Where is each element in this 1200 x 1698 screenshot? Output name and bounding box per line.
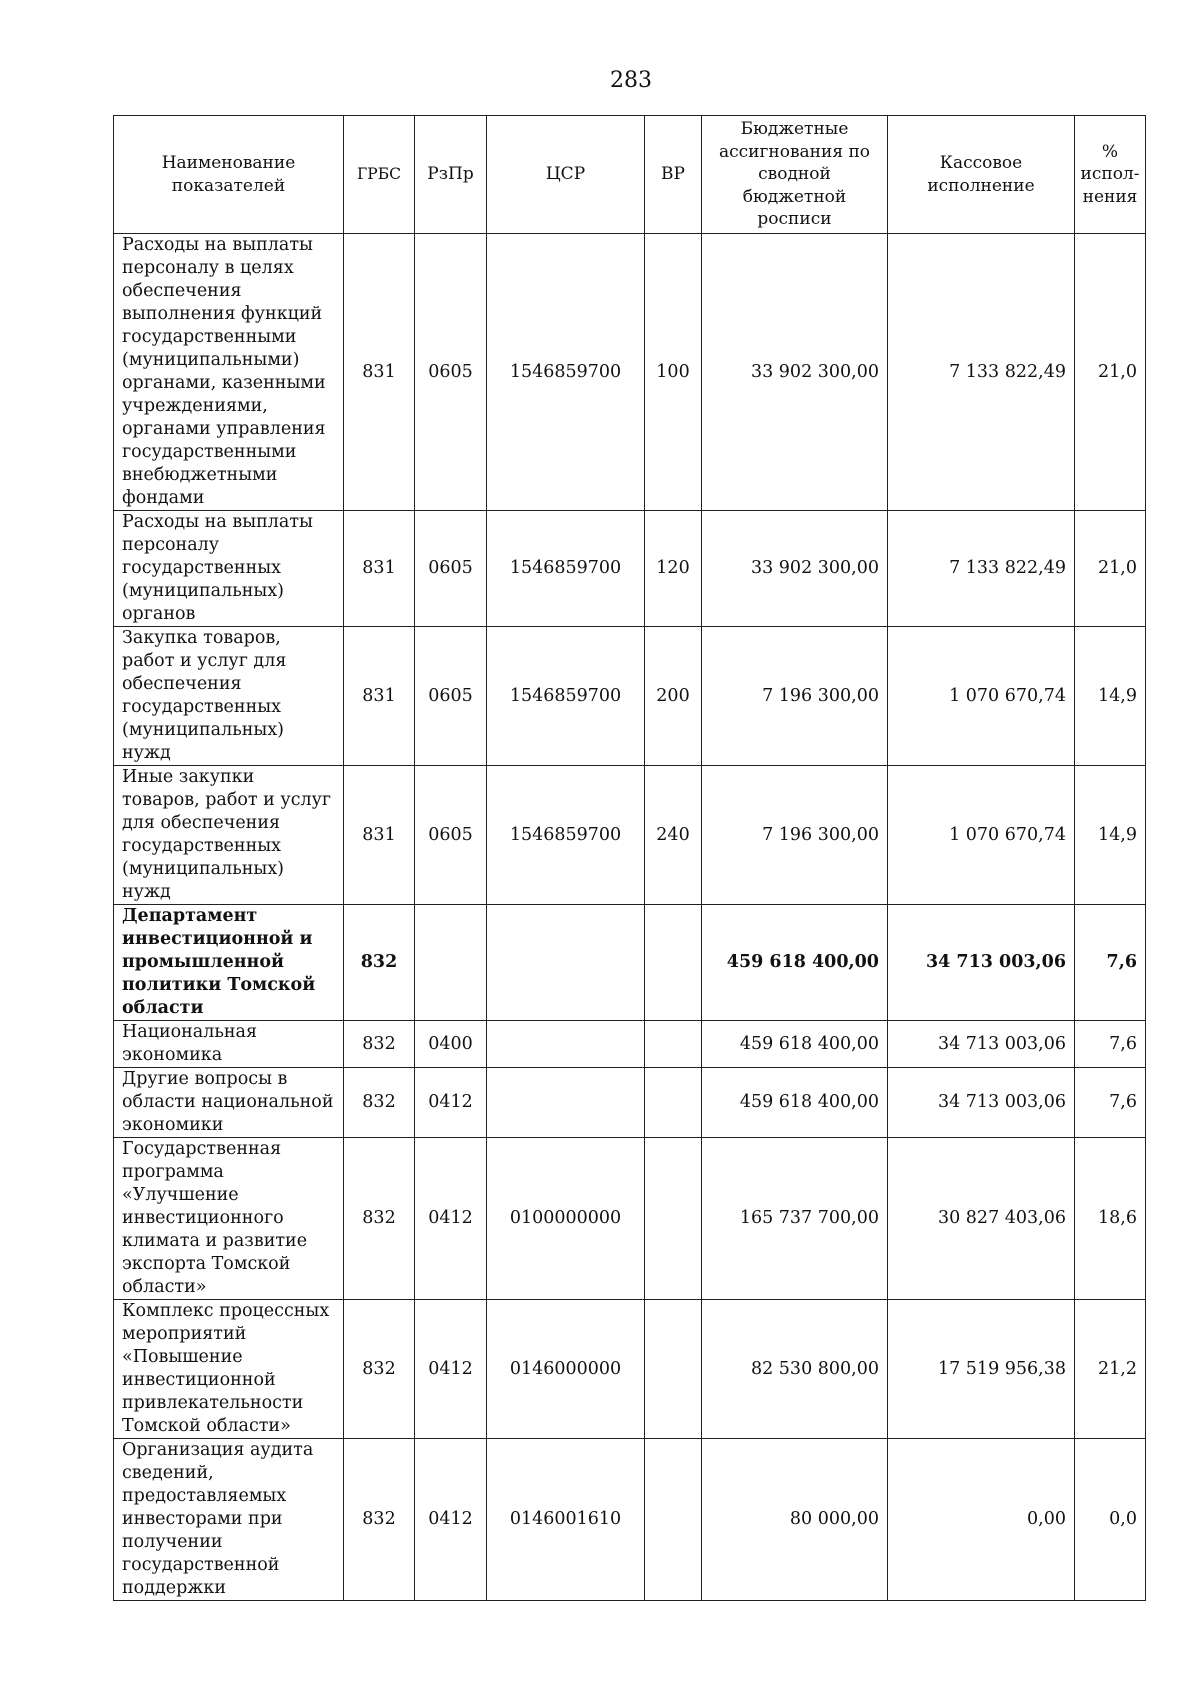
budget-execution-table	[113, 115, 1146, 1601]
cell-percent: 7,6	[1075, 1068, 1146, 1138]
cell-budget: 33 902 300,00	[702, 511, 888, 627]
cell-grbs: 832	[344, 1068, 415, 1138]
cell-cash: 1 070 670,74	[888, 766, 1075, 905]
cell-percent: 7,6	[1075, 905, 1146, 1021]
cell-grbs: 832	[344, 905, 415, 1021]
table-row	[114, 1439, 1146, 1601]
cell-budget: 33 902 300,00	[702, 234, 888, 511]
cell-csr: 0100000000	[487, 1138, 645, 1300]
cell-vr	[645, 905, 702, 1021]
cell-budget: 82 530 800,00	[702, 1300, 888, 1439]
cell-budget: 459 618 400,00	[702, 1021, 888, 1068]
cell-name: Департамент инвестиционной и промышленной политики Томской области	[114, 905, 344, 1021]
cell-budget: 165 737 700,00	[702, 1138, 888, 1300]
header-rzpr: РзПр	[415, 116, 487, 234]
cell-percent: 0,0	[1075, 1439, 1146, 1601]
cell-percent: 21,0	[1075, 511, 1146, 627]
cell-cash: 1 070 670,74	[888, 627, 1075, 766]
cell-grbs: 831	[344, 627, 415, 766]
cell-name: Организация аудита сведений, предоставляемых инвесторами при получении государственной поддержки	[114, 1439, 344, 1601]
table-row	[114, 766, 1146, 905]
table-row	[114, 905, 1146, 1021]
cell-grbs: 832	[344, 1021, 415, 1068]
cell-cash: 34 713 003,06	[888, 1068, 1075, 1138]
cell-vr	[645, 1439, 702, 1601]
cell-cash: 34 713 003,06	[888, 905, 1075, 1021]
cell-cash: 30 827 403,06	[888, 1138, 1075, 1300]
cell-rzpr: 0605	[415, 511, 487, 627]
header-name: Наименование показателей	[114, 116, 344, 234]
cell-csr: 0146000000	[487, 1300, 645, 1439]
cell-rzpr: 0412	[415, 1439, 487, 1601]
table-row	[114, 1138, 1146, 1300]
cell-vr	[645, 1021, 702, 1068]
cell-grbs: 831	[344, 766, 415, 905]
cell-cash: 0,00	[888, 1439, 1075, 1601]
header-csr: ЦСР	[487, 116, 645, 234]
table-row	[114, 1021, 1146, 1068]
cell-percent: 21,0	[1075, 234, 1146, 511]
cell-grbs: 832	[344, 1138, 415, 1300]
cell-name: Комплекс процессных мероприятий «Повышение инвестиционной привлекательности Томской области»	[114, 1300, 344, 1439]
header-cash: Кассовое исполнение	[888, 116, 1075, 234]
cell-budget: 80 000,00	[702, 1439, 888, 1601]
cell-csr: 1546859700	[487, 511, 645, 627]
cell-cash: 17 519 956,38	[888, 1300, 1075, 1439]
table-row	[114, 511, 1146, 627]
header-budget: Бюджетные ассигнования по сводной бюджетной росписи	[702, 116, 888, 234]
page-number: 283	[610, 68, 652, 93]
cell-csr: 1546859700	[487, 766, 645, 905]
cell-vr: 240	[645, 766, 702, 905]
cell-rzpr: 0412	[415, 1300, 487, 1439]
cell-name: Другие вопросы в области национальной экономики	[114, 1068, 344, 1138]
cell-name: Государственная программа «Улучшение инвестиционного климата и развитие экспорта Томской области»	[114, 1138, 344, 1300]
cell-budget: 459 618 400,00	[702, 1068, 888, 1138]
cell-rzpr: 0605	[415, 766, 487, 905]
cell-rzpr: 0605	[415, 234, 487, 511]
cell-name: Расходы на выплаты персоналу государственных (муниципальных) органов	[114, 511, 344, 627]
cell-cash: 7 133 822,49	[888, 511, 1075, 627]
cell-grbs: 831	[344, 234, 415, 511]
cell-cash: 7 133 822,49	[888, 234, 1075, 511]
cell-rzpr: 0400	[415, 1021, 487, 1068]
cell-cash: 34 713 003,06	[888, 1021, 1075, 1068]
cell-csr	[487, 1021, 645, 1068]
table-row	[114, 1300, 1146, 1439]
cell-budget: 459 618 400,00	[702, 905, 888, 1021]
cell-vr	[645, 1300, 702, 1439]
cell-percent: 7,6	[1075, 1021, 1146, 1068]
cell-vr: 200	[645, 627, 702, 766]
cell-csr	[487, 1068, 645, 1138]
cell-name: Национальная экономика	[114, 1021, 344, 1068]
cell-vr: 120	[645, 511, 702, 627]
cell-csr: 1546859700	[487, 234, 645, 511]
cell-csr: 0146001610	[487, 1439, 645, 1601]
header-vr: ВР	[645, 116, 702, 234]
cell-csr: 1546859700	[487, 627, 645, 766]
cell-rzpr: 0412	[415, 1138, 487, 1300]
cell-percent: 14,9	[1075, 627, 1146, 766]
cell-rzpr	[415, 905, 487, 1021]
cell-vr	[645, 1138, 702, 1300]
table-row	[114, 627, 1146, 766]
cell-vr: 100	[645, 234, 702, 511]
cell-percent: 18,6	[1075, 1138, 1146, 1300]
cell-grbs: 832	[344, 1300, 415, 1439]
cell-csr	[487, 905, 645, 1021]
table-row	[114, 1068, 1146, 1138]
header-percent: % испол-нения	[1075, 116, 1146, 234]
cell-budget: 7 196 300,00	[702, 627, 888, 766]
cell-budget: 7 196 300,00	[702, 766, 888, 905]
cell-grbs: 832	[344, 1439, 415, 1601]
cell-name: Иные закупки товаров, работ и услуг для обеспечения государственных (муниципальных) нужд	[114, 766, 344, 905]
cell-grbs: 831	[344, 511, 415, 627]
cell-name: Закупка товаров, работ и услуг для обеспечения государственных (муниципальных) нужд	[114, 627, 344, 766]
table-row	[114, 234, 1146, 511]
cell-name: Расходы на выплаты персоналу в целях обеспечения выполнения функций государственными (муниципальными) органами, казенными учреждениями, органами управления государственными внебюджетными фондами	[114, 234, 344, 511]
cell-percent: 14,9	[1075, 766, 1146, 905]
header-grbs: ГРБС	[344, 116, 415, 234]
cell-vr	[645, 1068, 702, 1138]
cell-rzpr: 0412	[415, 1068, 487, 1138]
table-header-row	[114, 116, 1146, 234]
cell-percent: 21,2	[1075, 1300, 1146, 1439]
cell-rzpr: 0605	[415, 627, 487, 766]
